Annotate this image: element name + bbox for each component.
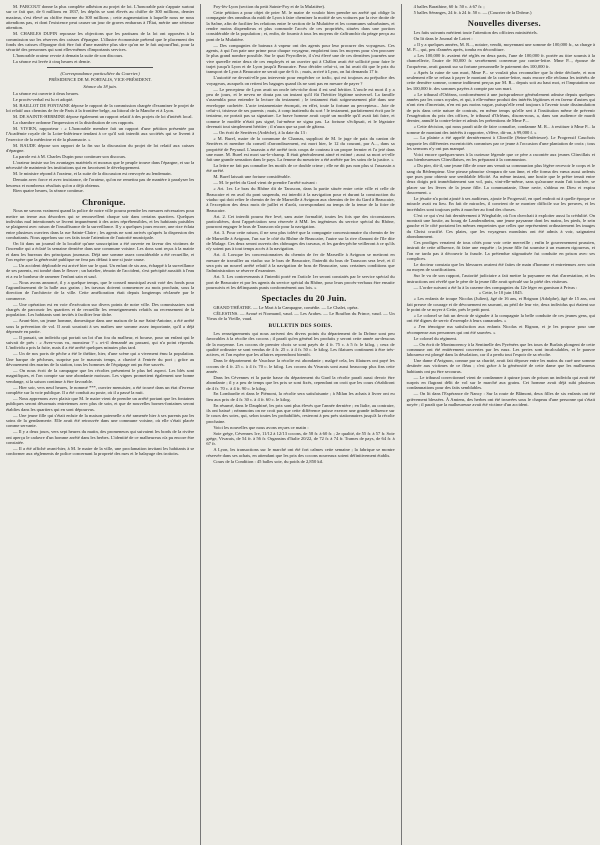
centered-line: PRÉSIDENCE DE M. PORTALIS, VICE-PRÉSIDENT.: [48, 77, 152, 83]
paragraph: — Avant-hier, un jeune homme, domestique dans une maison de la rue Saint-Antoine, a été arrêté sous la prévention de vol. Il avait soustrait à ses maîtres une somme assez importante, qu'il a déjà dépensée en partie.: [6, 318, 195, 334]
paragraph: L'honorable orateur revoie à demain la suite de son discours.: [13, 53, 124, 59]
paragraph: 5 balles Séeanges, 24 fr. à 24 fr. 50 c. — (Courrier de la Drôme.): [413, 9, 532, 15]
paragraph: « Après la ruine de son mari, Mme P... se voulait plus reconnaître que la dette déclarée, et non seulement elle se refusa à payer le montant de la contre-lettre, mais encore elle réclama les intérêts de cette dernière somme, comme indûment perçus par M. R... depuis soit au haut mot, et l'imputation sur les 100,000 fr. des sommes payées à compte par son mari.: [406, 69, 595, 91]
paragraph: Le colonel du régiment.: [413, 335, 458, 341]
paragraph: Ces prodiges venaient de tous côtés pour voir cette merveille ; enfin le gouvernement prussien, instruit de cette affluence, fit faire une enquête ; la jeune fille fut soumise à un examen rigoureux, et l'on ne tarda pas à découvrir la fraude. La prétendue stigmatisée fut conduite en prison avec ses complices.: [406, 239, 595, 261]
paragraph: Art. 4. Lorsque les concessionnaires du chemin de fer de Marseille à Avignon se mettront en mesure de travailler au viaduc sur le bras de Beaucaire, l'interdit du bras de Tarascon sera levé, et il sera pris un nouvel arrêté relatif à la navigation de bras de Beaucaire, sous certaines conditions que l'administration se réserve d'examiner.: [206, 252, 395, 274]
paragraph: — On écrit de Serrières (Ardèche), à la date du 13 :: [213, 129, 308, 135]
paragraph: — L'ordre suivant a été lu à la caserne des compagnies du 12e léger en garnison à Privas :: [413, 284, 578, 290]
paragraph: Cette pétition a pour objet de prier M. le maire de vouloir bien prendre un arrêté qui oblige la compagnie des omnibus du midi de Lyon à faire cheminer la moitié de ses voitures par la rive droite de la Saône, afin de faciliter les relations entre le section de la Mulatière et les communes suburbaines, et rendre moins dispendieux et plus commode l'accès de ces propriétés, situées dans une portion considérable de la population ; et, enfin, de fournir à tous les moyens de s'affranchir du péage perçu au pont de la Mulatière.: [206, 9, 395, 42]
paragraph: — Il passait, un individu qui portait un lot d'un fou du malheur, et bourse, pour un enfant qui le suivait de près : « Avez-vous vu, monsieur ? » a-t-il demandé au passant, qui n'a point répondu. L'individu a pris la fuite, mais il a été arrêté quelques minutes plus tard.: [6, 334, 195, 351]
paragraph: Le jésuite n'a point ajouté à ses auditeurs, ajoute le Progressif, en quel endroit ni à quelle époque ce miracle avait eu lieu. En fait de miracles, il convient de se montrer difficile sur les preuves, et les incrédules sont toujours prêts à marcher au fond des choses.: [406, 196, 595, 212]
paragraph: « Les enfants de troupe Nicolas (Julien), âgé de 16 ans, et Brignon (Adolphe), âgé de 15 ans, ont fait preuve de courage et de dévouement en sauvant, au péril de leur vie, deux individus qui étaient sur le point de se noyer à Cette, près le petit pont.: [406, 296, 595, 313]
paragraph: M. Burel laissait une fortune considérable.: [213, 174, 291, 180]
paragraph: M. le ministre répond à l'orateur, et la suite de la discussion est renvoyée au lendemain.: [13, 171, 172, 177]
paragraph: Soie grège, Cévennes 1re, 11/12 à 12/13 cocons, de 58 fr. à 60 fr. ; 2e qualité, de 55 fr. à 57 fr. Soie grège, Vivarais, de 54 fr. à 56 fr. Organsins d'Italie 20/22, de 72 fr. à 74 fr. Trames de pays, de 64 fr. à 67 fr.: [206, 430, 395, 447]
section-heading: Chronique.: [81, 196, 126, 207]
paragraph: « J'en témoigne ma satisfaction aux enfants Nicolas et Rignon, et je les propose pour une récompense aux personnes qui ont été sauvées. »: [406, 324, 595, 335]
paragraph: Art. 3. Pour cette raison, il ne sera plus toléré que la compagnie concessionnaire du chemin de fer de Marseille à Avignon, l'un sur le côté du Rhône de Beaucaire, l'autre sur la rive d'amont de l'île dite de Malage. Ces deux seront ouverts des chômages des travaux, et les gardes-pêche veilleront à ce qu'ils n'y soient pas à tout temps accès à la navigation.: [206, 230, 395, 252]
paragraph: Une dame d'Avignon, connue par sa charité, avait fait déposer entre les mains du curé une somme destinée aux victimes de ce fléau ; c'est grâce à la générosité de cette dame que les malheureux habitants ont pu être secourus.: [406, 358, 595, 374]
paragraph: « Le tribunal d'Orléans, conformément à une jurisprudence généralement admise depuis quelques années par les cours royales, et qui, à elle-même produit des intérêts légitimes et en faveur d'autres qui n'ont rien d'incertain, n'en est pas moins vague, puisqu'elle rend toujours à l'avenir toute dissimulation de prix dans cette nature de contrats, en même temps qu'elle sert à l'institution même de prévenir l'exagération du prix des offices, le tribunal d'Orléans, disons-nous, a, dans son audience de mardi dernier, annulé la contre-lettre et admis les prétentions de Mme P....: [406, 91, 595, 124]
paragraph: C'est ce qui s'est fait dernièrement à Wieghalde, où l'on cherchait à exploiter aussi la crédulité. On montrait une hostie, au bourg de Landeratheim, une jeune paysanne dont les mains, les pieds, le sein gauche et le côté portaient les mêmes empreintes que celles que représentent ordinairement les images du Christ crucifié. Ces plaies, que les voyageurs mondains ont été admis à voir, saignaient abondamment.: [406, 212, 595, 240]
section-heading: Nouvelles diverses.: [467, 18, 541, 29]
paragraph: Le docteur constata que les blessures avaient été faites de main d'homme et entretenues avec soin au moyen de scarifications.: [406, 261, 595, 273]
paragraph: A Lyon, les transactions sur le marché ont été fort calmes cette semaine ; la fabrique se montre réservée dans ses achats, en attendant que les prix des cocons nouveaux soient définitivement établis.: [206, 447, 395, 458]
paragraph: L'orateur insiste sur les avantages matériels et moraux que le peuple trouve dans l'épargne, et sur la nécessité de maintenir les institutions qui en favorisent le développement.: [6, 159, 195, 171]
paragraph: — On lit dans l'Espérance de Nancy : Sur la route de Blâmont, deux filles de six enfants ont été grièvement blessées. À Amiens, des herbes ont été trouvées sous le chapeau d'une personne qui s'était noyée ; il paraît que la malheureuse avait été victime d'un accident.: [406, 391, 595, 408]
paragraph: — Nous avons annoncé, il y a quelque temps, que le conseil municipal avait voté des fonds pour l'agrandissement de la halle aux grains ; les travaux doivent commencer au mois prochain, sous la direction de l'architecte de la ville. Cette amélioration était depuis longtemps réclamée par le commerce.: [6, 279, 195, 301]
paragraph: Rien quatre heures, la séance continue.: [13, 188, 84, 194]
paragraph: — On écrit de Montmorency à la Sentinelle des Pyrénées que les tours de Burlats plongent de cette commune ont été entièrement couvertes par les eaux. Les pertes sont incalculables, et le pauvre laboureur est plongé dans la désolation, car il a perdu tout l'espoir de sa récolte.: [406, 341, 595, 358]
paragraph: — Nous apprenons avec plaisir que M. le maire vient de prendre un arrêté portant que les fontaines publiques seront désormais entretenues avec plus de soin, et que de nouvelles bornes-fontaines seront établies dans les quartiers qui en sont dépourvus.: [6, 395, 195, 412]
paragraph: 4 balles Barathine, 60 fr. 50 c. à 67 fr. ;: [413, 4, 485, 9]
paragraph: M. BAILLOT DE FONTAINE dépose le rapport de la commission chargée d'examiner le projet de loi relatif aux chemins de fer de Paris à la frontière belge, au littoral de la Manche et à Lyon.: [6, 102, 195, 114]
subheading: Séance du 18 juin.: [83, 84, 117, 90]
paragraph: M. DE SAINTE-HERMINE dépose également un rapport relatif à des projets de loi d'intérêt local.: [13, 114, 193, 120]
paragraph: « M. Burel, maire de la commune de Charnas, supplicat de M. le juge de paix du canton de Serrières et membre du conseil d'arrondissement, est mort hier, le 12 du courant, par A..., dans sa propriété de Peyraud. L'assassin a été arrêté trois coups de couteau à un propre fermier et l'a jeté dans une mare. M. Burel est mort sur-le-champ. Il était généralement aimé et estimé ; aussi sa mort a-t-elle fait une grande sensation dans le pays. La femme du meurtrier a été arrêtée par les soins de la justice. »: [206, 135, 395, 163]
paragraph: Sur le vu de son rapport, l'autorité judiciaire a fait mettre la paysanne en état d'arrestation, et les instructions ont révélé que le père de la jeune fille avait spéculé sur la piété des visiteurs.: [406, 273, 595, 284]
paragraph: M. CHARLES DUPIN repousse les objections que les partisans de la loi ont opposées à la commission sur les réserves des caisses d'épargne. L'illustre économiste prétend que le placement des fonds des caisses d'épargne doit être fait d'une manière plus sûre qu'on ne le fait aujourd'hui, pour la sécurité des personnes qui sont elles-mêmes d'importants services.: [6, 31, 195, 53]
paragraph: Cours de la Condition : 45 balles soie, du poids de 2,850 kil.: [213, 458, 324, 464]
paragraph: Voici encore quelques-unes à la curieuse légende que ce père a racontée aux jeunes Clinvillais et aux bienheureuses Clinvillaises, en les préparant à la communion.: [406, 152, 595, 163]
newspaper-column-right: [401, 4, 595, 845]
paragraph: En Lombardie et dans le Piémont, la récolte sera satisfaisante ; à Milan les achats à livrer ont eu lieu aux prix de 4 fr. 30 c. à 4 fr. 60 c. le kilog.: [206, 391, 395, 402]
paragraph: M. VIVIEN, rapporteur : « L'honorable membre fait un rapport d'une pétition présentée par l'Académie royale de la Loire-Inférieure tendant à ce qu'il soit interdit aux sociétés qui se livrent à l'exercice de la médecine et de la pharmacie. »: [6, 126, 195, 142]
paragraph: Dans les Cévennes et la partie basse du département du Gard la récolte paraît aussi devoir être abondante ; il y a peu de temps que les prix se sont fixés, cependant on croit que les cours s'établiront de 4 fr. 70 c. à 4 fr. 90 c. le kilog.: [206, 374, 395, 391]
paragraph: Foy-lès-Lyon (section du petit Sainte-Foy et de la Mulatière).: [213, 4, 326, 9]
paragraph: — M. le préfet du Gard vient de prendre l'arrêté suivant :: [213, 180, 318, 186]
paragraph: — Le percepteur de Lyon avait un oncle très-riche dont il est seul héritier. L'oncle est mort il y a peu de jours, et le neveu ne douta pas un instant qu'il fût l'héritier légitime universel. La famille s'assembla pour entendre la lecture du testament ; le testament était soigneusement plié dans une enveloppe cachetée. L'acte testamentaire énonçait, en effet, toute la fortune au percepteur... Joie de celui-ci, tristesse de ses parents ; mais, à conp inattendu du sort ! le testament, parfaitement écrit par le testateur, ne portait pas sa signature. Le brave homme avait copié un modèle qu'il avait fait faire, et comme le modèle n'était pas signé, lui-même ne signa pas. La fortune s'éclipsait, et le légataire devenait tout simplement héritier ; il n'aura que sa part de gâteau.: [206, 86, 395, 129]
paragraph: Dans le département de Vaucluse la récolte est abondante ; malgré cela, les filatures ont payé les cocons de 4 fr. 25 c. à 4 fr. 70 c. le kilog. Les cocons du Vivarais sont aussi beaucoup plus fins cette année.: [206, 358, 395, 374]
paragraph: — Un de nos ports de pêche a été le théâtre, hier, d'une scène qui a vivement ému la population. Une barque de pêcheurs, surprise par le mauvais temps, a chaviré à l'entrée du port ; grâce au dévouement des marins de la station, tous les hommes de l'équipage ont pu être sauvés.: [6, 351, 195, 368]
paragraph: — Le tribunal correctionnel vient de condamner à quinze jours de prison un individu qui avait été surpris en flagrant délit de vol sur le marché aux grains. Cet homme avait déjà subi plusieurs condamnations pour des faits semblables.: [406, 374, 595, 391]
section-heading: Spectacles du 20 Juin.: [261, 293, 347, 304]
newspaper-column-middle: [200, 4, 394, 845]
paragraph: En résumé, dans le Dauphiné, les prix sont plus élevés que l'année dernière ; en Italie, au contraire, ils ont baissé ; néanmoins on ne croit pas que cette différence puisse exercer une grande influence sur le cours des soies, qui, selon toutes les probabilités, resteront à peu près stationnaires jusqu'à la récolte prochaine.: [206, 402, 395, 424]
paragraph: — Il a été affiché avant-hier, à M. le maire de la ville, une proclamation invitant les habitants à se conformer aux règlements de police concernant la propreté des rues et le balayage des trottoirs.: [6, 445, 195, 457]
paragraph: La lettre ne fait pas connaître les motifs de ce double crime ; elle ne dit pas non plus si l'assassin a été arrêté.: [206, 163, 395, 174]
paragraph: « Les 100,000 fr. avaient été réglés en deux parts, l'une de 100,000 fr. portée au titre soumis à la chancellerie, l'autre de 80,000 fr. secrètement convenue par contre-lettre. Mme P..., épouse de l'acquéreur, avait garanti sur sa fortune personnelle le paiement des 100,000 fr.: [406, 52, 595, 69]
paragraph: La séance est levée à cinq heures et demie.: [13, 59, 91, 65]
paragraph: La séance est ouverte à deux heures.: [13, 91, 80, 97]
paragraph: « Cette décision, qui nous paraît utile de faire connaître, condamne M. R... à restituer à Mme P... la somme de montant des intérêts à rapporter, s'élève, dit-on, à 99,000 f. »: [406, 124, 595, 135]
paragraph: Art. 5. Les contrevenants à l'interdit porté en l'article 1er seront constatés par le service spécial du port de Beaucaire et par les agents du service spécial du Rhône, pour leurs procès-verbaux être ensuite poursuivis et les délinquants punis conformément aux lois. »: [206, 274, 395, 290]
paragraph: GRAND THÉATRE. — Le Mari à la Campagne, comédie. — Le Chalet, opéra.: [213, 304, 359, 310]
paragraph: « Art. 1er. Le bras du Rhône dit de Tarascon, dans la partie située entre cette ville et celle de Beaucaire et en aval du pont suspendu, est interdit à la navigation pour et durant la construction du viaduc qui doit relier le chemin de fer de Marseille à Avignon aux chemins de fer du Gard à Beaucaire, à l'exception des deux mois de juillet et d'août, correspondant au temps de la tenue de la foire de Beaucaire.: [206, 186, 395, 213]
paragraph: La parole est à M. Charles Dupin pour continuer son discours.: [13, 154, 127, 160]
paragraph: Voici les nouvelles que nous avons reçues ce matin :: [213, 424, 309, 430]
paragraph: — Un accident déplorable est arrivé hier sur le quai. Un enfant de six ans, échappé à la surveillance de ses parents, est tombé dans le fleuve ; un batelier, témoin de l'accident, s'est précipité aussitôt à l'eau et a eu le bonheur de ramener l'enfant sain et sauf.: [6, 262, 195, 279]
paragraph: M. BAUDE dépose son rapport de la fin sur la discussion du projet de loi relatif aux caisses d'épargne.: [6, 142, 195, 154]
subheading: (Correspondance particulière du Courrier.): [60, 70, 140, 76]
paragraph: — Une jeune fille qui s'était enfuie de la maison paternelle a été ramenée hier à ses parents par les soins de la gendarmerie. Elle avait été retrouvée dans une commune voisine, où elle s'était placée comme servante.: [6, 412, 195, 429]
paragraph: Nous ne savons vraiment quand la police de notre ville pourra prendre les mesures nécessaires pour mettre un terme aux désordres qui se renouvellent chaque soir dans certains quartiers. Quelques individus mal intentionnés se livrent impunément à des actes répréhensibles, et les habitants paisibles se plaignent avec raison de l'insuffisance de la surveillance. Il y a quelques jours encore, une rixe éclata entre plusieurs ouvriers dans la rue Sainte-Claire ; les agents ne sont arrivés qu'après la dispersion des combattants. Nous appelons sur ces faits toute l'attention de l'autorité municipale.: [6, 208, 195, 241]
paragraph: On lit dans le Journal de Loiret :: [413, 35, 473, 41]
centered-line: « Cette, le 10 juin 1845.: [478, 290, 523, 296]
paragraph: — Hier soir, vers neuf heures, le nommé ***, ouvrier menuisier, a été trouvé dans un état d'ivresse complète sur la voie publique. Il a été conduit au poste, où il a passé la nuit.: [6, 384, 195, 395]
divider: [47, 67, 152, 68]
paragraph: « Le colonel se fait un devoir de signaler à la compagnie la belle conduite de ces jeunes gens, qui ont été dignes de servir d'exemple à leurs camarades. »: [406, 313, 595, 324]
paragraph: Demain avec force et avec insistance, de l'orateur, qu'on ne remettra pas de manière à paralyser les heureux et nombreux résultats qu'on a déjà obtenus.: [6, 177, 195, 188]
paragraph: Le procès-verbal est lu et adopté.: [13, 97, 74, 103]
paragraph: L'autorité ne devrait-elle pas intervenir pour empêcher ce trafic, qui est toujours au préjudice des voyageurs, auxquels on retient les bagages quand ils ne sont pas en mesure de payer ?: [206, 75, 395, 86]
paragraph: — Il y a deux jours, vers sept heures du matin, des promeneurs qui suivaient les bords de la rivière ont aperçu le cadavre d'un homme arrêté dans les herbes. L'identité de ce malheureux n'a pu encore être constatée.: [6, 429, 195, 445]
paragraph: Art. 2. Cet interdit pourra être levé, sans autre formalité, toutes les fois que des circonstances particulières, dont l'appréciation sera réservée à MM. les ingénieurs du service spécial du Rhône, pourront engager le bras de Tarascon sûr pour la navigation.: [206, 213, 395, 230]
newspaper-column-left: [6, 4, 194, 845]
paragraph: La chambre ordonne l'impression et la distribution de ces rapports.: [13, 120, 135, 126]
paragraph: Les faits suivants méritent toute l'attention des officiers ministériels.: [413, 29, 538, 35]
paragraph: Les renseignements qui nous arrivent des divers points du département de la Drôme sont peu favorables à la récolte des cocons ; il paraît qu'en général les produits y seront cette année au-dessous de la moyenne. Les cocons de premier choix se sont payés de 4 fr. 75 c. à 5 fr. le kilog. ; ceux de qualité ordinaire se sont vendus de 4 fr. 25 c. à 4 fr. 50 c. le kilog. Les filatures continuent à être très-actives, et l'on espère que les affaires reprendront bientôt.: [206, 330, 395, 358]
paragraph: « Du pier, dit-il, une jeune fille de onze ans venait sa communion plus légère recevoir le corps et le sang du Rédempteur. Une pieuse pâmoise s'empara de son âme, et elle forma des vœux aussi ardents que purs pour obtenir une semblable félicité. Au même instant, une hostie que le prêtre tenait entre deux doigts prit immédiatement son vol, puis, vint-elle-même, sans qu'aucune main l'ait touchée, se placer sur les lèvres de la jeune fille. La communiante, l'âme ravie, s'abîma en Dieu et expira doucement. »: [406, 163, 595, 196]
paragraph: « Il y a quelques années, M. R..., notaire, vendit, moyennant une somme de 100,000 fr., sa charge à M. P..., qui, peu d'années après, tomba en déconfiture.: [406, 41, 595, 52]
bulletin-heading: BULLETIN DES SOIES.: [268, 323, 333, 330]
paragraph: CÉLESTINS. — Avoué et Normand, vaud. — Les Arabes. — Le Bouffon du Prince, vaud. — Un Vieux de la Vieille, vaud.: [206, 310, 395, 321]
paragraph: On lit dans un journal de la localité qu'une souscription a été ouverte en faveur des victimes de l'incendie qui a éclaté la semaine dernière dans une commune voisine. Les dons sont reçus à la mairie et dans les bureaux des principaux journaux. Déjà une somme assez considérable a été recueillie, et l'on espère que la générosité publique ne fera pas défaut à une si juste cause.: [6, 240, 195, 262]
paragraph: — La plainte a été appelé dernièrement à Clinville (Seine-Inférieure). Le Progressif Cauchois rapporte les différentes excentricités commises par ce jeune à l'occasion d'une plantation de croix ; tous les sermons n'y ont pas manqué.: [406, 135, 595, 152]
paragraph: — Une opération est en voie d'exécution sur divers points de notre ville. Des commissaires sont chargés de parcourir les quartiers et de recueillir les renseignements relatifs au recensement de la population. Les habitants sont invités à faciliter leur tâche.: [6, 301, 195, 318]
paragraph: M. FARCOUT donne la plus complète adhésion au projet de loi. L'honorable pair s'appuie surtout sur ce fait que, de 6 millions en 1837, les dépôts se sont élevés au chiffre de 300 millions, dernier maxima, s'est élevé au chiffre énorme du 300 millions ; cette augmentation à laquelle nous ne nous attendions pas, et dont l'existence peut causer un jour de graves embarras à l'État, mérite une sérieuse attention.: [6, 4, 195, 31]
paragraph: — On nous écrit de la campagne que les récoltes présentent le plus bel aspect. Les blés sont magnifiques, et l'on compte sur une abondante moisson. Les vignes promettent également une bonne vendange, si la saison continue à être favorable.: [6, 368, 195, 384]
paragraph: — Des compagnies de bateaux à vapeur ont des agents pour leur procurer des voyageurs. Ces agents, à qui l'on paie une prime pour chaque voyageur, emploient tous les moyens pour s'en procurer le plus grand nombre possible. Sur le quai Peyrollerie, il s'est élevé une de ces dernières journées une vive querelle entre deux de ces employés et un ouvrier qui à Châlon avait été sollicité pour faire le trajet jusqu'à Lyon et de Lyon jusqu'à Beaucaire. Pour décider celui-ci, on lui avait dit que le prix du transport de Lyon à Beaucaire ne serait que de 6 fr. ; mais, arrivé à Lyon, on lui demanda 17 fr.: [206, 42, 395, 75]
